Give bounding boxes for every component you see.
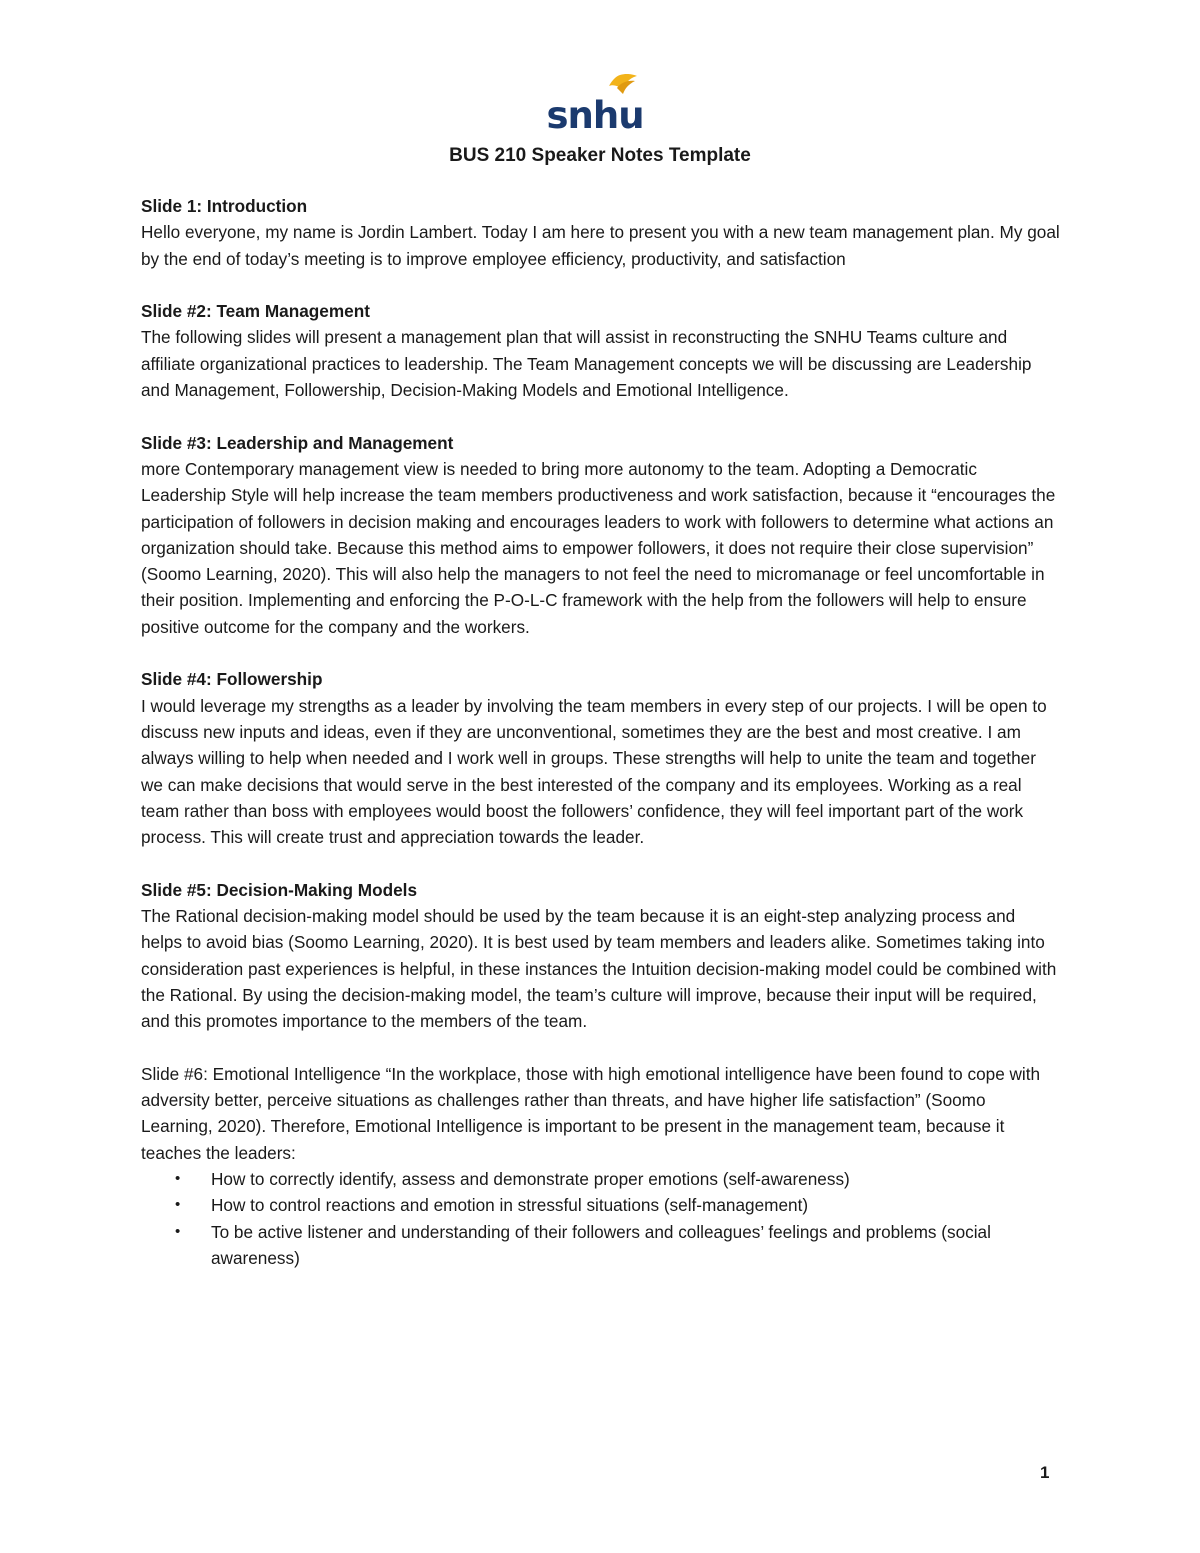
section-slide-1 (141, 193, 1061, 272)
bullet-item (141, 1192, 1061, 1218)
bullet-icon: • (175, 1196, 181, 1214)
section-slide-5 (141, 877, 1061, 1035)
section-body: The following slides will present a management plan that will assist in reconstructing the SNHU Teams culture and affiliate organizational practices to leadership. The Team Management concepts we will be discussing are Leadership and Management, Followership, Decision-Making Models and Emotional Intelligence. (141, 327, 1032, 401)
section-heading: Slide #2: Team Management (141, 301, 370, 322)
svg-text:snhu: snhu (546, 94, 644, 137)
section-body: more Contemporary management view is needed to bring more autonomy to the team. Adopting a Democratic Leadership Style will help increase the team members productiveness and work satisfaction, because it “encourages the participation of followers in decision making and encourages leaders to work with followers to determine what actions an organization should take. Because this method aims to empower followers, it does not require their close supervision” (Soomo Learning, 2020). This will also help the managers to not feel the need to micromanage or feel uncomfortable in their position. Implementing and enforcing the P-O-L-C framework with the help from the followers will help to ensure positive outcome for the company and the workers. (141, 458, 1056, 637)
document-title: BUS 210 Speaker Notes Template (449, 145, 751, 166)
snhu-logo-icon (546, 72, 644, 137)
bullet-item (141, 1219, 1061, 1272)
section-body: The Rational decision-making model should be used by the team because it is an eight-step analyzing process and helps to avoid bias (Soomo Learning, 2020). It is best used by team members and leaders alike. Sometimes taking into consideration past experiences is helpful, in these instances the Intuition decision-making model could be combined with the Rational. By using the decision-making model, the team’s culture will improve, because their input will be required, and this promotes importance to the members of the team. (141, 906, 1057, 1032)
section-slide-2 (141, 298, 1061, 403)
bullet-icon: • (175, 1169, 181, 1187)
section-body: I would leverage my strengths as a leader by involving the team members in every step of our projects. I will be open to discuss new inputs and ideas, even if they are unconventional, sometimes they are the best and most creative. I am always willing to help when needed and I work well in groups. These strengths will help to unite the team and together we can make decisions that would serve in the best interested of the company and its employees. Working as a real team rather than boss with employees would boost the followers’ confidence, they will feel important part of the work process. This will create trust and appreciation towards the leader. (141, 695, 1047, 848)
bullet-text: To be active listener and understanding of their followers and colleagues’ feelings and problems (social awareness) (211, 1221, 991, 1268)
bullet-text: How to control reactions and emotion in stressful situations (self-management) (211, 1195, 809, 1216)
section-slide-6 (141, 1061, 1061, 1271)
section-heading: Slide 1: Introduction (141, 196, 308, 216)
bullet-text: How to correctly identify, assess and demonstrate proper emotions (self-awareness) (211, 1168, 850, 1189)
section-slide-4 (141, 666, 1061, 850)
section-slide-3 (141, 430, 1061, 640)
section-heading: Slide #4: Followership (141, 669, 323, 690)
bullet-list (141, 1166, 1061, 1271)
page-number: 1 (1040, 1463, 1050, 1482)
bullet-icon: • (175, 1222, 181, 1240)
bullet-item (141, 1166, 1061, 1192)
section-heading: Slide #5: Decision-Making Models (141, 879, 418, 900)
section-body: Hello everyone, my name is Jordin Lambert. Today I am here to present you with a new team management plan. My goal by the end of today’s meeting is to improve employee efficiency, productivity, and satisfaction (141, 222, 1060, 269)
document-body (141, 193, 1061, 1271)
section-body: Slide #6: Emotional Intelligence “In the workplace, those with high emotional intelligence have been found to cope with adversity better, perceive situations as challenges rather than threats, and have higher life satisfaction” (Soomo Learning, 2020). Therefore, Emotional Intelligence is important to be present in the management team, because it teaches the leaders: (141, 1063, 1041, 1163)
section-heading: Slide #3: Leadership and Management (141, 432, 454, 453)
snhu-logo (546, 72, 644, 137)
